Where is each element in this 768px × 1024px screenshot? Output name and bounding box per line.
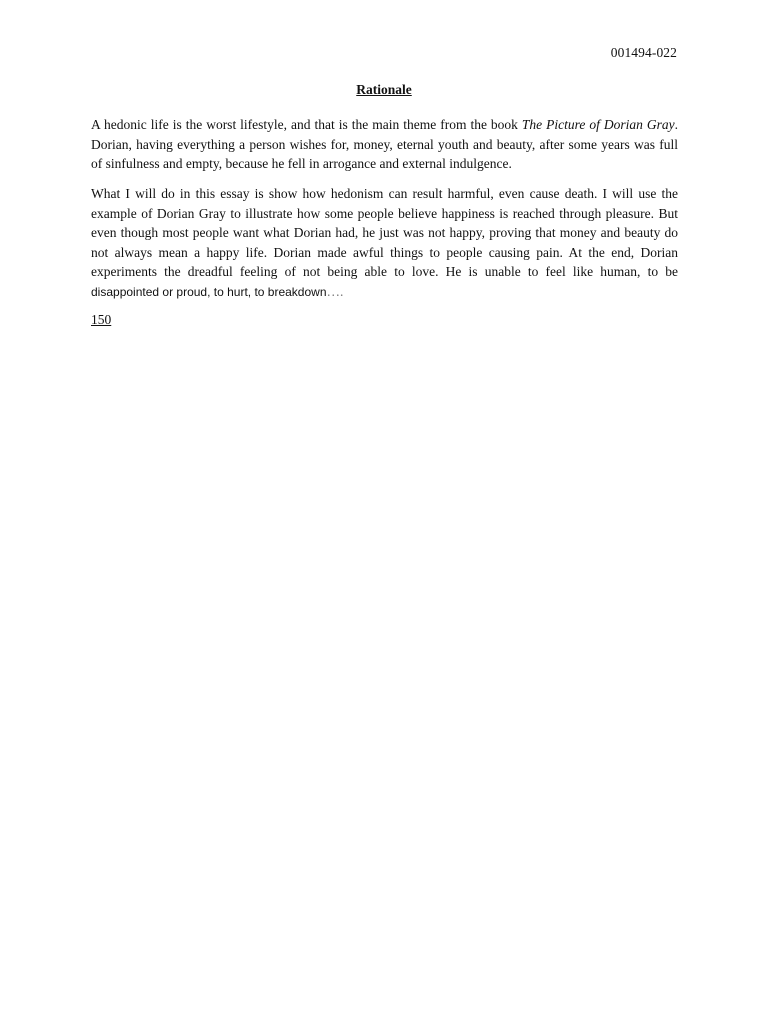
word-count: 150 (91, 312, 112, 327)
paragraph-essay-plan-text: What I will do in this essay is show how hedonism can result harmful, even cause death. I will use the example of Dorian Gray to illustrate how some people believe happiness is reached through pleasure. But even though most people want what Dorian had, he just was not happy, proving that money and beauty do not always mean a happy life. Dorian made awful things to people causing pain. At the end, Dorian experiments the dreadful feeling of not being able to love. He is unable to feel like human, to be (91, 186, 678, 279)
document-id: 001494-022 (610, 45, 677, 60)
paragraph-intro-text-start: A hedonic life is the worst lifestyle, and that is the main theme from the book (91, 117, 522, 132)
paragraph-essay-plan-tail: disappointed or proud, to hurt, to breakdown (91, 284, 327, 299)
book-title: The Picture of Dorian Gray (521, 117, 675, 132)
page-title: Rationale (356, 82, 412, 97)
paragraph-intro-text-end: . Dorian, having everything a person wishes for, money, eternal youth and beauty, after some years was full of sinfulness and empty, because he fell in arrogance and external indulgence. (91, 117, 679, 171)
paragraph-ellipsis: …. (326, 283, 344, 299)
paragraph-essay-plan (91, 184, 678, 302)
paragraph-intro (91, 115, 678, 174)
